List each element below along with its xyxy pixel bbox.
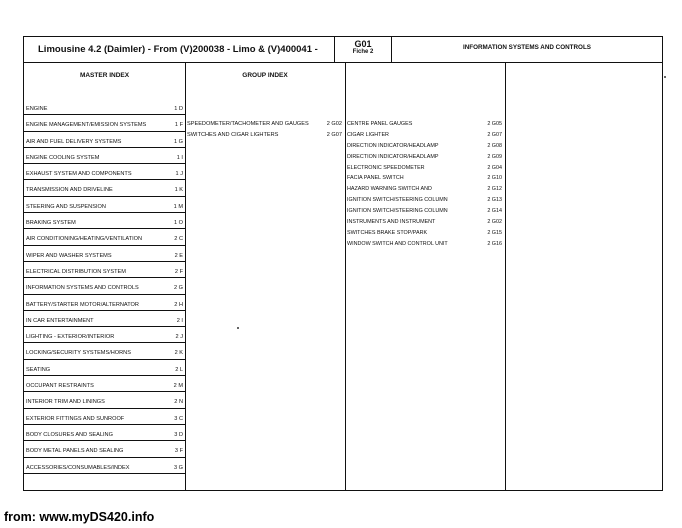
master-index-row[interactable] bbox=[24, 99, 185, 115]
master-index-row-code: 1 K bbox=[174, 187, 183, 194]
master-index-row-label: ENGINE MANAGEMENT/EMISSION SYSTEMS bbox=[26, 122, 147, 129]
master-index-row-code: 3 D bbox=[174, 431, 183, 438]
info-item-row-label: DIRECTION INDICATOR/HEADLAMP bbox=[347, 153, 439, 160]
master-index-row-label: EXHAUST SYSTEM AND COMPONENTS bbox=[26, 171, 132, 178]
master-index-row[interactable] bbox=[24, 246, 185, 262]
info-item-row-code: 2 G05 bbox=[487, 121, 502, 127]
group-index-heading: GROUP INDEX bbox=[242, 72, 288, 79]
info-item-row-label: INSTRUMENTS AND INSTRUMENT bbox=[347, 219, 436, 226]
column-divider bbox=[505, 63, 506, 490]
master-index-row[interactable] bbox=[24, 392, 185, 408]
scan-speck bbox=[237, 327, 239, 329]
master-index-row[interactable] bbox=[24, 132, 185, 148]
info-item-row-code: 2 G14 bbox=[487, 208, 502, 215]
group-index-row-label: SWITCHES AND CIGAR LIGHTERS bbox=[187, 131, 279, 138]
master-index-row-label: AIR AND FUEL DELIVERY SYSTEMS bbox=[26, 138, 122, 145]
master-index-row-label: INFORMATION SYSTEMS AND CONTROLS bbox=[26, 285, 139, 292]
master-index-row-code: 1 G bbox=[173, 138, 183, 145]
master-index-row-label: OCCUPANT RESTRAINTS bbox=[26, 383, 94, 390]
master-index-row[interactable] bbox=[24, 441, 185, 457]
group-index-row[interactable] bbox=[187, 132, 344, 143]
master-index-row[interactable] bbox=[24, 229, 185, 245]
info-item-row-label: IGNITION SWITCH/STEERING COLUMN bbox=[347, 197, 448, 204]
info-item-row-label: CENTRE PANEL GAUGES bbox=[347, 121, 413, 127]
page-title: Limousine 4.2 (Daimler) - From (V)200038 - Limo & (V)400041 - bbox=[24, 37, 335, 63]
info-item-row-label: CIGAR LIGHTER bbox=[347, 131, 389, 138]
master-index-row[interactable] bbox=[24, 409, 185, 425]
master-index-row-code: 2 F bbox=[174, 268, 183, 275]
master-index-row-label: WIPER AND WASHER SYSTEMS bbox=[26, 252, 112, 259]
group-index-row-code: 2 G02 bbox=[326, 121, 342, 127]
master-index-row-label: SEATING bbox=[26, 366, 51, 373]
master-index-row-label: LOCKING/SECURITY SYSTEMS/HORNS bbox=[26, 350, 131, 357]
info-item-row-label: IGNITION SWITCH/STEERING COLUMN bbox=[347, 208, 448, 215]
column-divider bbox=[345, 63, 346, 490]
info-item-row-code: 2 G04 bbox=[487, 164, 502, 171]
info-item-row[interactable] bbox=[347, 132, 504, 143]
master-index-row[interactable] bbox=[24, 180, 185, 196]
master-index-row-code: 3 F bbox=[174, 448, 183, 455]
info-item-row[interactable] bbox=[347, 143, 504, 154]
scan-speck bbox=[664, 76, 666, 78]
column-divider bbox=[185, 63, 186, 490]
info-item-row[interactable] bbox=[347, 121, 504, 132]
info-item-row[interactable] bbox=[347, 165, 504, 176]
group-index-row[interactable] bbox=[187, 121, 344, 132]
master-index-row-label: STEERING AND SUSPENSION bbox=[26, 203, 106, 210]
master-index-row[interactable] bbox=[24, 311, 185, 327]
master-index-row[interactable] bbox=[24, 360, 185, 376]
section-title: INFORMATION SYSTEMS AND CONTROLS bbox=[392, 37, 662, 63]
master-index-row[interactable] bbox=[24, 327, 185, 343]
master-index-row-code: 2 K bbox=[174, 350, 183, 357]
master-index-row[interactable] bbox=[24, 458, 185, 474]
master-index-list bbox=[24, 99, 185, 474]
info-item-row-label: FACIA PANEL SWITCH bbox=[347, 175, 404, 182]
master-index-row[interactable] bbox=[24, 376, 185, 392]
master-index-row-code: 2 L bbox=[175, 366, 183, 373]
master-index-row-label: BATTERY/STARTER MOTOR/ALTERNATOR bbox=[26, 301, 139, 308]
info-item-row-code: 2 G16 bbox=[487, 240, 502, 247]
info-item-row[interactable] bbox=[347, 154, 504, 165]
master-index-row-label: EXTERIOR FITTINGS AND SUNROOF bbox=[26, 415, 125, 422]
info-item-row-label: DIRECTION INDICATOR/HEADLAMP bbox=[347, 142, 439, 149]
info-item-row-label: HAZARD WARNING SWITCH AND bbox=[347, 186, 432, 193]
info-item-row[interactable] bbox=[347, 175, 504, 186]
master-index-row-code: 2 H bbox=[174, 301, 183, 308]
master-index-row-code: 3 G bbox=[173, 464, 183, 471]
fiche-frame bbox=[23, 36, 663, 491]
info-item-row[interactable] bbox=[347, 197, 504, 208]
master-index-row-code: 2 M bbox=[173, 383, 183, 390]
master-index-row-code: 1 F bbox=[174, 122, 183, 129]
master-index-row-label: BODY CLOSURES AND SEALING bbox=[26, 431, 113, 438]
master-index-row-code: 1 D bbox=[174, 106, 183, 112]
master-index-row[interactable] bbox=[24, 115, 185, 131]
info-item-row-code: 2 G09 bbox=[487, 153, 502, 160]
master-index-row-label: INTERIOR TRIM AND LININGS bbox=[26, 399, 105, 406]
master-index-row-label: TRANSMISSION AND DRIVELINE bbox=[26, 187, 113, 194]
info-item-row-label: SWITCHES BRAKE STOP/PARK bbox=[347, 229, 428, 236]
info-item-row-code: 2 G10 bbox=[487, 175, 502, 182]
info-items-list bbox=[347, 121, 504, 252]
master-index-row-code: 2 I bbox=[176, 317, 183, 324]
master-index-row-code: 1 M bbox=[173, 203, 183, 210]
master-index-row-code: 2 E bbox=[174, 252, 183, 259]
master-index-row-label: IN CAR ENTERTAINMENT bbox=[26, 317, 94, 324]
master-index-row-label: ENGINE COOLING SYSTEM bbox=[26, 154, 100, 161]
master-index-row-code: 2 C bbox=[174, 236, 183, 243]
info-item-row-code: 2 G08 bbox=[487, 142, 502, 149]
info-item-row-code: 2 G15 bbox=[487, 229, 502, 236]
master-index-row[interactable] bbox=[24, 425, 185, 441]
master-index-row-label: ACCESSORIES/CONSUMABLES/INDEX bbox=[26, 464, 130, 471]
source-footer: from: www.myDS420.info bbox=[4, 510, 155, 524]
fiche-code-number: G01 bbox=[354, 39, 372, 49]
fiche-number: Fiche 2 bbox=[352, 49, 374, 55]
master-index-row-code: 1 J bbox=[175, 171, 183, 178]
master-index-row-label: BRAKING SYSTEM bbox=[26, 220, 76, 227]
info-item-row-label: WINDOW SWITCH AND CONTROL UNIT bbox=[347, 240, 448, 247]
info-item-row-code: 2 G13 bbox=[487, 197, 502, 204]
master-index-row-label: AIR CONDITIONING/HEATING/VENTILATION bbox=[26, 236, 143, 243]
master-index-row[interactable] bbox=[24, 343, 185, 359]
master-index-heading: MASTER INDEX bbox=[79, 72, 130, 79]
info-item-row-code: 2 G02 bbox=[487, 219, 502, 226]
master-index-row-code: 1 O bbox=[173, 220, 183, 227]
master-index-row-label: BODY METAL PANELS AND SEALING bbox=[26, 448, 124, 455]
master-index-row-code: 2 G bbox=[173, 285, 183, 292]
info-item-row[interactable] bbox=[347, 219, 504, 230]
info-item-row-label: ELECTRONIC SPEEDOMETER bbox=[347, 164, 425, 171]
master-index-row[interactable] bbox=[24, 262, 185, 278]
info-item-row-code: 2 G12 bbox=[487, 186, 502, 193]
info-item-row[interactable] bbox=[347, 241, 504, 252]
master-index-row[interactable] bbox=[24, 295, 185, 311]
master-index-row-code: 3 C bbox=[174, 415, 183, 422]
info-item-row[interactable] bbox=[347, 230, 504, 241]
master-index-row[interactable] bbox=[24, 164, 185, 180]
master-index-row-label: LIGHTING - EXTERIOR/INTERIOR bbox=[26, 334, 115, 341]
master-index-row-code: 2 J bbox=[175, 334, 183, 341]
info-item-row[interactable] bbox=[347, 208, 504, 219]
fiche-code bbox=[335, 37, 392, 63]
master-index-row[interactable] bbox=[24, 148, 185, 164]
master-index-row-code: 2 N bbox=[174, 399, 183, 406]
master-index-row-code: 1 I bbox=[176, 154, 183, 161]
info-item-row-code: 2 G07 bbox=[487, 131, 502, 138]
master-index-row-label: ENGINE bbox=[26, 106, 48, 112]
master-index-row[interactable] bbox=[24, 278, 185, 294]
master-index-row[interactable] bbox=[24, 197, 185, 213]
master-index-row[interactable] bbox=[24, 213, 185, 229]
master-index-row-label: ELECTRICAL DISTRIBUTION SYSTEM bbox=[26, 268, 126, 275]
info-item-row[interactable] bbox=[347, 186, 504, 197]
group-index-row-code: 2 G07 bbox=[326, 131, 342, 138]
group-index-row-label: SPEEDOMETER/TACHOMETER AND GAUGES bbox=[187, 121, 309, 127]
group-index-list bbox=[187, 121, 344, 142]
